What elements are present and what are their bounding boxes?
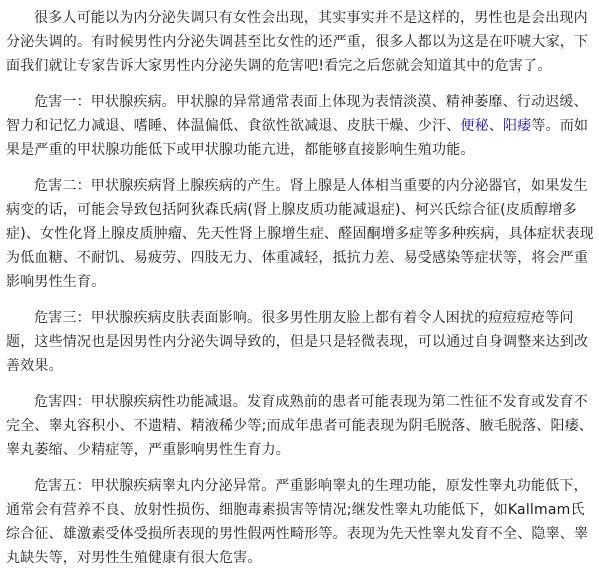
harm-4-paragraph: 危害四：甲状腺疾病性功能减退。发育成熟前的患者可能表现为第二性征不发育或发育不完全、睾丸容积小、不遗精、精液稀少等;而成年患者可能表现为阴毛脱落、腋毛脱落、阳痿、睾丸萎缩、少精症等，严重影响男性生育力。 — [6, 394, 594, 458]
harm-5-paragraph: 危害五：甲状腺疾病睾丸内分泌异常。严重影响睾丸的生理功能，原发性睾丸功能低下，通常会有营养不良、放射性损伤、细胞毒素损害等情况;继发性睾丸功能低下，如Kallmam氏综合征、雄激素受体受损所表现的男性假两性畸形等。表现为先天性睾丸发育不全、隐睾、睾丸缺失等，对男性生殖健康有很大危害。 — [6, 478, 589, 566]
impotence-link[interactable]: 阳痿 — [503, 118, 532, 134]
constipation-link[interactable]: 便秘 — [460, 118, 489, 134]
harm-3-paragraph: 危害三：甲状腺疾病皮肤表面影响。很多男性朋友脸上都有着令人困扰的痘痘痘疮等问题，这些情况也是因男性内分泌失调导致的，但是只是轻微表现，可以通过自身调整来达到改善效果。 — [6, 310, 589, 374]
harm-1-text-after: 等。而如果是严重的甲状腺功能低下或甲状腺功能亢进，都能够直接影响生殖功能。 — [6, 118, 589, 158]
article-body — [6, 6, 594, 570]
harm-1-paragraph — [6, 90, 594, 162]
harm-2-paragraph: 危害二：甲状腺疾病肾上腺疾病的产生。肾上腺是人体相当重要的内分泌器官，如果发生病变的话，可能会导致包括阿狄森氏病(肾上腺皮质功能减退症)、柯兴氏综合征(皮质醇增多症)、女性化肾上腺皮质肿瘤、先天性肾上腺增生症、醛固酮增多症等多种疾病，具体症状表现为低血糖、不耐饥、易疲劳、四肢无力、体重减轻，抵抗力差、易受感染等症状等，将会严重影响男性生育。 — [6, 178, 594, 290]
harm-1-text-before: 危害一：甲状腺疾病。甲状腺的异常通常表面上体现为表情淡漠、精神萎靡、行动迟缓、智力和记忆力减退、嗜睡、体温偏低、食欲性欲减退、皮肤干燥、少汗、 — [6, 94, 588, 134]
intro-paragraph: 很多人可能以为内分泌失调只有女性会出现，其实事实并不是这样的，男性也是会出现内分泌失调的。有时候男性内分泌失调甚至比女性的还严重，很多人都以为这是在吓唬大家，下面我们就让专家告诉大家男性内分泌失调的危害吧!看完之后您就会知道其中的危害了。 — [6, 10, 589, 74]
harm-1-separator: 、 — [488, 118, 504, 134]
